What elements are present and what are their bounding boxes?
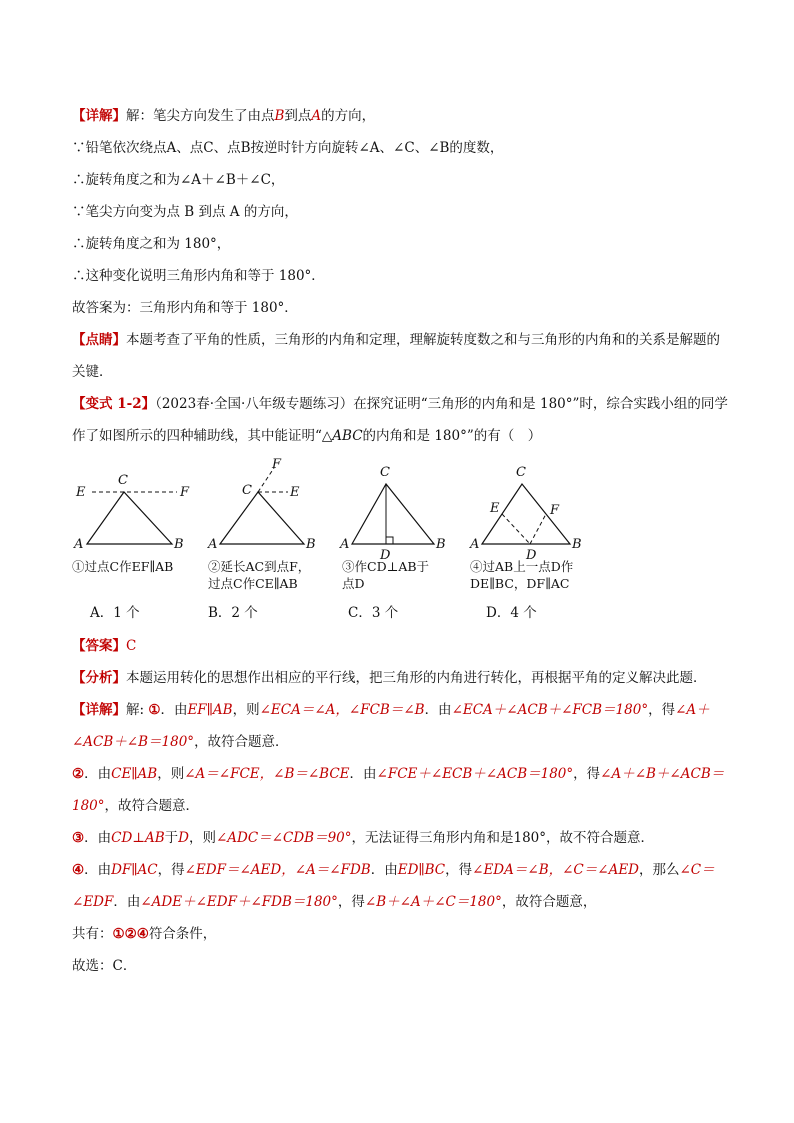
analysis-paragraph: 【分析】本题运用转化的思想作出相应的平行线，把三角形的内角进行转化，再根据平角的定义解决此题． [72, 670, 707, 686]
detail2-final: 故选：C． [72, 958, 137, 974]
answer-tag: 【答案】 [72, 638, 126, 654]
label-C: C [118, 473, 128, 488]
detail-line-7: 故答案为：三角形内角和等于 180°． [72, 300, 298, 316]
label-F: F [550, 503, 560, 518]
figure-3-caption-2: 点D [342, 576, 365, 591]
label-D: D [526, 548, 537, 563]
detail-line-5: ∴旋转角度之和为 180°， [72, 236, 231, 252]
document-body [72, 100, 732, 982]
answer-line [72, 630, 732, 662]
answer-value: C [126, 638, 137, 654]
choice-a[interactable]: A．1 个 [90, 605, 140, 621]
figure-1-diagram [72, 456, 202, 556]
label-C: C [516, 465, 526, 480]
choice-d[interactable]: D．4 个 [486, 605, 537, 621]
analysis-tag: 【分析】 [72, 670, 126, 686]
label-D: D [380, 548, 391, 563]
choice-b[interactable]: B．2 个 [208, 605, 258, 621]
comment-tag: 【点睛】 [72, 332, 126, 348]
comment-paragraph: 【点睛】本题考查了平角的性质，三角形的内角和定理，理解旋转度数之和与三角形的内角和的关系是解题的关键． [72, 332, 720, 380]
figure-2-diagram [208, 456, 338, 556]
detail2-step-4: ④．由DF∥AC，得∠EDF＝∠AED，∠A＝∠FDB．由ED∥BC，得∠EDA＝∠B，∠C＝∠AED，那么∠C＝∠EDF．由∠ADE＋∠EDF＋∠FDB＝180°，得∠B＋∠A＋∠C＝180°，故符合题意， [72, 862, 715, 910]
figure-3-diagram [340, 456, 472, 563]
label-F: F [272, 457, 282, 472]
detail-line-3: ∴旋转角度之和为∠A＋∠B＋∠C， [72, 172, 285, 188]
detail-line-4: ∵笔尖方向变为点 B 到点 A 的方向， [72, 204, 298, 220]
figure-2-caption-1: ②延长AC到点F， [208, 559, 311, 574]
label-E: E [490, 501, 500, 516]
label-B: B [306, 537, 316, 552]
detail2-step-3: ③．由CD⊥AB于D，则∠ADC＝∠CDB＝90°，无法证得三角形内角和是180°，故不符合题意． [72, 830, 655, 846]
label-E: E [290, 485, 300, 500]
label-E: E [76, 485, 86, 500]
detail-line-2: ∵铅笔依次绕点A、点C、点B按逆时针方向旋转∠A、∠C、∠B的度数， [72, 140, 504, 156]
figure-3 [342, 456, 482, 592]
detail2-step-2: ②．由CE∥AB，则∠A＝∠FCE，∠B＝∠BCE．由∠FCE＋∠ECB＋∠ACB＝180°，得∠A＋∠B＋∠ACB＝180°，故符合题意． [72, 766, 725, 814]
label-F: F [180, 485, 190, 500]
label-A: A [470, 537, 480, 552]
detail-line-6: ∴这种变化说明三角形内角和等于 180°． [72, 268, 325, 284]
choice-c[interactable]: C．3 个 [348, 605, 399, 621]
figure-4-diagram [470, 456, 600, 563]
figures-row [72, 456, 732, 596]
figure-1 [72, 456, 212, 575]
label-A: A [340, 537, 350, 552]
figure-4-caption-1: ④过AB上一点D作 [470, 559, 574, 574]
label-B: B [572, 537, 582, 552]
detail-tag: 【详解】 [72, 108, 126, 124]
label-B: B [436, 537, 446, 552]
figure-1-caption: ①过点C作EF∥AB [72, 559, 174, 574]
variant-question: 【变式 1-2】（2023春·全国·八年级专题练习）在探究证明“三角形的内角和是 180°”时，综合实践小组的同学作了如图所示的四种辅助线，其中能证明“△ABC的内角和是 180°”的有（ ） [72, 396, 728, 444]
detail2-step-1: 【详解】解: ①．由EF∥AB，则∠ECA＝∠A，∠FCB＝∠B．由∠ECA＋∠ACB＋∠FCB＝180°，得∠A＋∠ACB＋∠B＝180°，故符合题意． [72, 702, 710, 750]
label-A: A [208, 537, 218, 552]
figure-4 [470, 456, 610, 592]
label-C: C [242, 483, 252, 498]
label-B: B [174, 537, 184, 552]
figure-2 [208, 456, 348, 592]
detail2-tag: 【详解】 [72, 702, 126, 718]
variant-tag: 【变式 1-2】 [72, 396, 156, 412]
label-C: C [380, 465, 390, 480]
label-A: A [74, 537, 84, 552]
figure-4-caption-2: DE∥BC，DF∥AC [470, 576, 570, 591]
detail-line-1: 【详解】解：笔尖方向发生了由点B到点A的方向， [72, 108, 376, 124]
detail2-total: 共有：①②④符合条件， [72, 926, 217, 942]
figure-2-caption-2: 过点C作CE∥AB [208, 576, 298, 591]
choices-row [72, 596, 732, 630]
figure-3-caption-1: ③作CD⊥AB于 [342, 559, 430, 574]
